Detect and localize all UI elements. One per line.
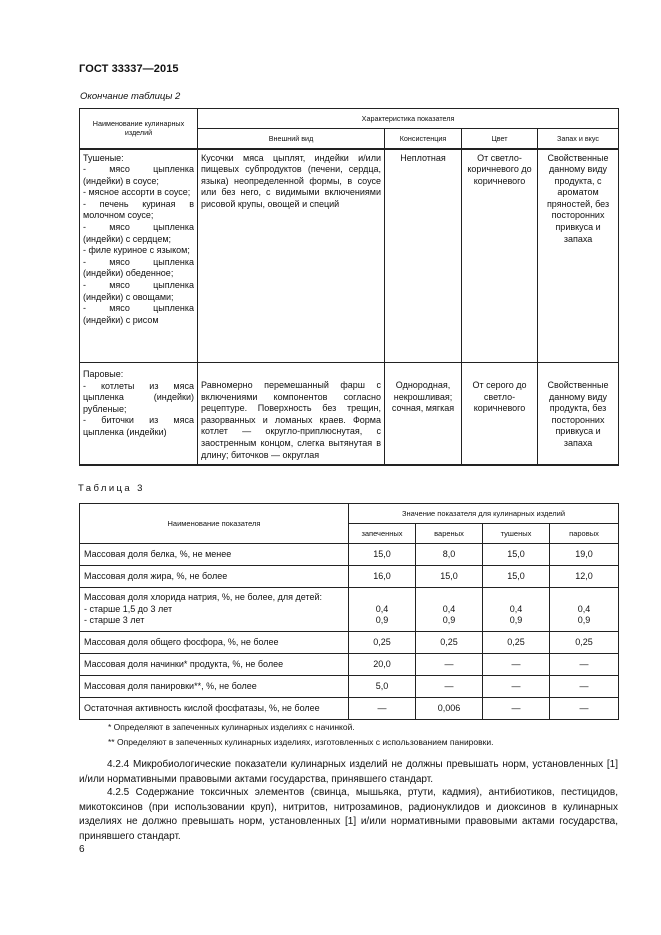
table3-cell: 0,25 [416, 632, 483, 654]
table2-row2-appearance: Равномерно перемешанный фарш с включениями компонентов согласно рецептуре. Поверхность без трещин, разорванных и ломаных краев. Форма котлет — округло-приплюснутая, с заостренным концом, слегка вытянутая в длину; биточков — округлая [198, 363, 385, 465]
footnote: * Определяют в запеченных кулинарных изделиях с начинкой. [108, 722, 355, 732]
table3-cell: 0,9 [577, 615, 591, 625]
table3-row-label: Массовая доля белка, %, не менее [80, 544, 349, 566]
table3-cell: 0,9 [442, 615, 456, 625]
table3-cell: 16,0 [349, 566, 416, 588]
table3-cell: 15,0 [483, 544, 550, 566]
table2-group-header: Характеристика показателя [198, 109, 619, 129]
table3-cell: 0,006 [416, 698, 483, 720]
table3-row-label: Остаточная активность кислой фосфатазы, %, не более [80, 698, 349, 720]
table3-cell: 5,0 [349, 676, 416, 698]
document-header: ГОСТ 33337—2015 [79, 63, 179, 75]
table3-cell: — [416, 676, 483, 698]
table3-cell: 0,4 [442, 603, 456, 614]
table-row [80, 588, 619, 632]
table3-col-baked: запеченных [349, 524, 416, 544]
table3-row-label: Массовая доля жира, %, не более [80, 566, 349, 588]
table-2 [79, 108, 619, 466]
paragraph-4-2-4: 4.2.4 Микробиологические показатели кулинарных изделий не должны превышать норм, установленных [1] и/или нормативными правовыми актами государства, принявшего стандарт. [79, 759, 618, 785]
table3-cell: 20,0 [349, 654, 416, 676]
table-row [80, 654, 619, 676]
table3-cell: 8,0 [416, 544, 483, 566]
table3-cell: 0,9 [509, 615, 523, 625]
table-row [80, 363, 619, 465]
table2-row1-name: Тушеные: - мясо цыпленка (индейки) в соусе; - мясное ассорти в соусе; - печень куриная в молочном соусе; - мясо цыпленка (индейки) с сердцем; - филе куриное с языком; - мясо цыпленка (индейки) обеденное; - мясо цыпленка (индейки) с овощами; - мясо цыпленка (индейки) с рисом [80, 149, 198, 363]
table3-cell: — [483, 676, 550, 698]
table3-cell: 15,0 [416, 566, 483, 588]
table-row [80, 566, 619, 588]
table3-cell: 0,25 [483, 632, 550, 654]
table3-cell: — [483, 698, 550, 720]
table3-row-label: Массовая доля панировки**, %, не более [80, 676, 349, 698]
table2-row2-consistency: Однородная, некрошливая; сочная, мягкая [385, 363, 462, 465]
footnote: ** Определяют в запеченных кулинарных изделиях, изготовленных с использованием панировки. [108, 736, 494, 747]
table3-row-sublabel: - старше 1,5 до 3 лет [84, 603, 173, 614]
table3-row-label-main: Массовая доля хлорида натрия, %, не более, для детей: [84, 592, 323, 603]
table3-cell: — [483, 654, 550, 676]
table3-row-label: Массовая доля начинки* продукта, %, не более [80, 654, 349, 676]
table3-cell: — [416, 654, 483, 676]
table3-col-name: Наименование показателя [80, 504, 349, 544]
table2-col-color: Цвет [462, 129, 538, 149]
table2-row1-smell: Свойственные данному виду продукта, с ароматом пряностей, без посторонних привкуса и запаха [538, 149, 619, 363]
table3-cell: — [550, 698, 619, 720]
table3-cell: — [349, 698, 416, 720]
table3-col-boiled: вареных [416, 524, 483, 544]
table3-cell: 0,4 [375, 603, 389, 614]
table-row [80, 632, 619, 654]
table3-row-sublabel: - старше 3 лет [84, 615, 145, 626]
table-3 [79, 503, 619, 720]
table3-cell: 0,4 [577, 603, 591, 614]
table3-col-steamed: паровых [550, 524, 619, 544]
table2-col-name: Наименование кулинарных изделий [80, 109, 198, 149]
paragraph-4-2-5: 4.2.5 Содержание токсичных элементов (свинца, мышьяка, ртути, кадмия), антибиотиков, пестицидов, микотоксинов (при использовании круп), нитритов, нитрозаминов, радионуклидов и диоксинов в кулинарных изделиях не должно превышать норм, установленных [1] и/или нормативными правовыми актами государства, принявшего стандарт. [79, 787, 618, 842]
table2-col-smell: Запах и вкус [538, 129, 619, 149]
table3-cell: 0,9 [375, 615, 389, 625]
table3-cell: 15,0 [483, 566, 550, 588]
table3-cell: 0,25 [550, 632, 619, 654]
table3-col-stewed: тушеных [483, 524, 550, 544]
table-row [80, 149, 619, 363]
table3-cell: 19,0 [550, 544, 619, 566]
table3-cell: — [550, 654, 619, 676]
table2-row1-color: От светло-коричневого до коричневого [462, 149, 538, 363]
table2-row1-appearance: Кусочки мяса цыплят, индейки и/или пищевых субпродуктов (печени, сердца, языка) неопределенной формы, в соусе или без него, с видимыми включениями рисовой крупы, овощей и специй [198, 149, 385, 363]
table3-cell: 12,0 [550, 566, 619, 588]
table3-row-label: Массовая доля общего фосфора, %, не более [80, 632, 349, 654]
table3-notes [108, 720, 493, 749]
table2-row2-color: От серого до светло-коричневого [462, 363, 538, 465]
table2-row2-smell: Свойственные данному виду продукта, без посторонних привкуса и запаха [538, 363, 619, 465]
table3-row-label [80, 588, 349, 632]
table2-row2-name: Паровые: - котлеты из мяса цыпленка (индейки) рубленые; - биточки из мяса цыпленка (индейки) [80, 363, 198, 465]
table3-cell: 0,25 [349, 632, 416, 654]
table2-col-consistency: Консистенция [385, 129, 462, 149]
table3-cell: 0,4 [509, 603, 523, 614]
table3-cell: 15,0 [349, 544, 416, 566]
table2-col-appearance: Внешний вид [198, 129, 385, 149]
table2-caption: Окончание таблицы 2 [80, 91, 181, 102]
page-number: 6 [79, 844, 85, 855]
table3-caption: Таблица 3 [78, 483, 145, 494]
table-row [80, 676, 619, 698]
table3-group-header: Значение показателя для кулинарных изделий [349, 504, 619, 524]
table3-cell: — [550, 676, 619, 698]
table-row [80, 698, 619, 720]
table-row [80, 544, 619, 566]
table2-row1-consistency: Неплотная [385, 149, 462, 363]
